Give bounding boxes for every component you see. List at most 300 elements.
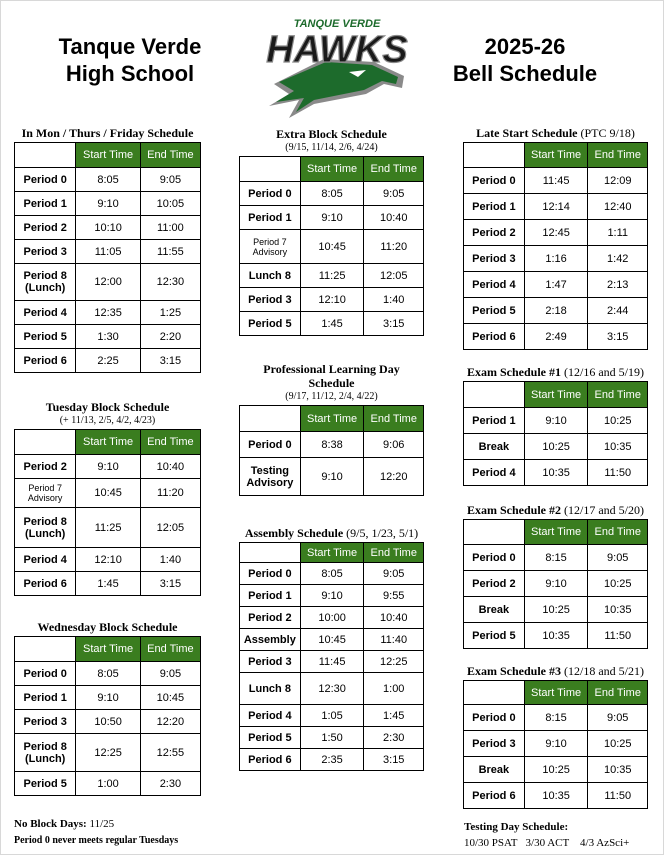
table-row [464,731,648,757]
row-label: Period 3 [240,651,301,673]
start-time-cell: 9:10 [76,192,140,216]
end-time-cell: 2:30 [140,772,200,796]
table-row [240,312,424,336]
end-time-cell: 10:25 [588,571,648,597]
start-time-header: Start Time [76,143,140,168]
table-row [464,324,648,350]
start-time-cell: 11:45 [524,168,588,194]
end-time-cell: 10:40 [364,607,424,629]
row-label: Period 0 [464,705,525,731]
row-label: Period 4 [15,301,76,325]
table-row [240,651,424,673]
period-0-note-text: Period 0 never meets regular Tuesdays [14,835,179,846]
end-time-cell: 11:55 [140,240,200,264]
start-time-cell: 8:05 [76,662,140,686]
start-time-cell: 11:05 [76,240,140,264]
start-time-cell: 10:25 [524,597,588,623]
schedule-table [463,381,648,486]
table-row [464,460,648,486]
start-time-header: Start Time [300,157,364,182]
end-time-header: End Time [364,157,424,182]
end-time-cell: 12:05 [140,508,200,548]
end-time-header: End Time [140,637,200,662]
row-label: Period 3 [15,240,76,264]
start-time-cell: 9:10 [524,571,588,597]
start-time-cell: 10:35 [524,460,588,486]
table-header-row [464,520,648,545]
testing-day-title [464,820,568,834]
row-label: Period 6 [240,749,301,771]
row-label: Period 1 [240,206,301,230]
table-header-row [240,157,424,182]
schedule-table [14,429,201,596]
testing-day-items: 10/30 PSAT 3/30 ACT 4/3 AzSci+ [464,837,630,849]
schedule-title-main: Exam Schedule #1 [466,365,561,379]
start-time-cell: 10:45 [76,479,140,508]
schedule-subtitle: (9/17, 11/12, 2/4, 4/22) [285,391,378,402]
row-label: Period 1 [240,585,301,607]
schedule-table [239,405,424,496]
end-time-header: End Time [364,406,424,432]
schedule-assembly [239,526,424,771]
end-time-cell: 12:20 [364,458,424,496]
row-label: Period 8 (Lunch) [15,508,76,548]
end-time-header: End Time [588,382,648,408]
start-time-cell: 1:16 [524,246,588,272]
end-time-cell: 9:05 [364,182,424,206]
start-time-cell: 12:10 [76,548,140,572]
schedule-title: Professional Learning Day Schedule [263,362,400,390]
start-time-cell: 12:35 [76,301,140,325]
header-blank-cell [240,406,301,432]
row-label: Period 3 [15,710,76,734]
start-time-cell: 8:15 [524,705,588,731]
table-row [240,230,424,264]
end-time-cell: 3:15 [140,572,200,596]
schedule-title: In Mon / Thurs / Friday Schedule [21,126,194,140]
end-time-cell: 1:25 [140,301,200,325]
end-time-cell: 10:05 [140,192,200,216]
end-time-cell: 12:05 [364,264,424,288]
start-time-cell: 12:45 [524,220,588,246]
end-time-cell: 9:55 [364,585,424,607]
start-time-cell: 9:10 [524,731,588,757]
table-header-row [240,543,424,563]
start-time-header: Start Time [76,637,140,662]
schedule-table [239,542,424,771]
start-time-cell: 9:10 [76,455,140,479]
start-time-header: Start Time [524,520,588,545]
table-header-row [240,406,424,432]
end-time-cell: 11:20 [140,479,200,508]
end-time-cell: 9:05 [588,545,648,571]
header-blank-cell [464,681,525,705]
start-time-cell: 9:10 [300,585,364,607]
table-row [464,571,648,597]
table-row [15,508,201,548]
start-time-cell: 10:10 [76,216,140,240]
school-name-line2: High School [65,61,195,86]
header-blank-cell [464,520,525,545]
start-time-cell: 2:18 [524,298,588,324]
table-row [15,686,201,710]
end-time-cell: 2:20 [140,325,200,349]
schedule-title-dates: (12/16 and 5/19) [564,365,644,379]
end-time-cell: 10:35 [588,434,648,460]
row-label: Period 6 [464,324,525,350]
start-time-cell: 2:49 [524,324,588,350]
start-time-cell: 1:00 [76,772,140,796]
table-row [240,288,424,312]
row-label: Period 5 [240,727,301,749]
start-time-cell: 8:15 [524,545,588,571]
end-time-header: End Time [140,143,200,168]
end-time-cell: 11:20 [364,230,424,264]
start-time-header: Start Time [524,143,588,168]
table-row [15,572,201,596]
schedule-exam-2 [463,503,648,649]
end-time-cell: 10:35 [588,597,648,623]
end-time-cell: 3:15 [140,349,200,373]
table-row [15,325,201,349]
end-time-header: End Time [588,520,648,545]
start-time-cell: 1:45 [76,572,140,596]
row-label: Period 0 [15,168,76,192]
end-time-cell: 11:40 [364,629,424,651]
end-time-header: End Time [588,143,648,168]
schedule-late-start [463,126,648,350]
row-label: Period 8 (Lunch) [15,734,76,772]
end-time-header: End Time [364,543,424,563]
schedule-title-main: Exam Schedule #3 [466,664,561,678]
schedule-title [239,526,424,540]
start-time-header: Start Time [300,543,364,563]
schedule-title-main: Late Start Schedule [476,126,578,140]
start-time-cell: 9:10 [300,206,364,230]
start-time-cell: 11:25 [76,508,140,548]
table-row [15,240,201,264]
table-row [240,432,424,458]
end-time-cell: 2:13 [588,272,648,298]
table-row [15,455,201,479]
row-label: Period 6 [15,349,76,373]
schedule-tuesday-block [14,400,201,596]
end-time-cell: 1:11 [588,220,648,246]
table-row [240,705,424,727]
start-time-cell: 10:50 [76,710,140,734]
no-block-days-value: 11/25 [89,818,115,830]
schedule-mon-thu-fri [14,126,201,373]
schedule-professional-learning [239,362,424,496]
end-time-cell: 1:45 [364,705,424,727]
start-time-cell: 12:25 [76,734,140,772]
end-time-cell: 1:42 [588,246,648,272]
schedule-table [463,142,648,350]
schedule-title-label: Bell Schedule [452,61,598,86]
end-time-cell: 10:40 [140,455,200,479]
row-label: Break [464,597,525,623]
table-row [15,479,201,508]
no-block-days-note [14,817,114,831]
table-row [240,607,424,629]
row-label: Assembly [240,629,301,651]
end-time-cell: 1:40 [140,548,200,572]
table-row [240,673,424,705]
end-time-cell: 12:09 [588,168,648,194]
table-row [240,749,424,771]
row-label: Period 6 [15,572,76,596]
start-time-cell: 10:35 [524,783,588,809]
start-time-cell: 9:10 [524,408,588,434]
start-time-cell: 12:30 [300,673,364,705]
end-time-cell: 10:25 [588,408,648,434]
table-row [464,298,648,324]
start-time-cell: 10:45 [300,629,364,651]
no-block-days-label: No Block Days: [14,818,87,830]
table-row [240,563,424,585]
end-time-cell: 11:00 [140,216,200,240]
header-blank-cell [240,157,301,182]
schedule-table [14,636,201,796]
table-row [15,349,201,373]
table-row [464,194,648,220]
row-label: Period 1 [464,408,525,434]
table-row [240,264,424,288]
start-time-header: Start Time [76,430,140,455]
row-label: Period 0 [240,563,301,585]
end-time-cell: 12:20 [140,710,200,734]
header-blank-cell [15,430,76,455]
row-label: Period 3 [240,288,301,312]
bell-schedule-title [440,33,610,87]
table-row [464,545,648,571]
period-0-note [14,833,178,848]
schedule-title: Wednesday Block Schedule [37,620,178,634]
table-row [464,220,648,246]
table-row [15,301,201,325]
end-time-cell: 12:40 [588,194,648,220]
start-time-cell: 11:25 [300,264,364,288]
start-time-cell: 1:05 [300,705,364,727]
hawks-logo [254,14,416,118]
row-label: Period 4 [15,548,76,572]
row-label: Period 3 [464,246,525,272]
school-name [40,33,220,87]
row-label: Period 0 [464,168,525,194]
end-time-cell: 9:05 [588,705,648,731]
row-label: Lunch 8 [240,673,301,705]
table-row [240,182,424,206]
row-label: Period 2 [15,216,76,240]
start-time-cell: 8:05 [300,563,364,585]
row-label: Period 4 [464,460,525,486]
table-row [464,408,648,434]
row-label: Period 5 [240,312,301,336]
table-row [240,585,424,607]
start-time-cell: 1:45 [300,312,364,336]
row-label: Period 1 [15,686,76,710]
start-time-cell: 2:25 [76,349,140,373]
row-label: Period 5 [464,298,525,324]
row-label: Period 5 [15,772,76,796]
table-row [464,434,648,460]
table-header-row [464,382,648,408]
table-row [464,168,648,194]
table-row [240,629,424,651]
schedule-subtitle: (+ 11/13, 2/5, 4/2, 4/23) [59,415,156,426]
table-row [15,168,201,192]
schedule-title [463,664,648,678]
table-row [15,710,201,734]
table-row [464,623,648,649]
schedule-exam-1 [463,365,648,486]
school-name-line1: Tanque Verde [58,34,202,59]
table-row [464,246,648,272]
start-time-cell: 10:25 [524,434,588,460]
end-time-cell: 1:40 [364,288,424,312]
row-label: Break [464,434,525,460]
row-label: Break [464,757,525,783]
schedule-title-dates: (PTC 9/18) [580,126,635,140]
schedule-title: Extra Block Schedule [276,127,387,141]
table-row [464,757,648,783]
end-time-cell: 10:35 [588,757,648,783]
row-label: Period 0 [240,182,301,206]
row-label: Period 6 [464,783,525,809]
table-row [15,192,201,216]
schedule-table [463,680,648,809]
header-blank-cell [15,143,76,168]
start-time-header: Start Time [300,406,364,432]
end-time-cell: 12:25 [364,651,424,673]
table-row [464,597,648,623]
schedule-title [463,126,648,140]
end-time-cell: 3:15 [364,749,424,771]
table-row [464,705,648,731]
table-header-row [464,681,648,705]
start-time-cell: 12:10 [300,288,364,312]
table-row [464,783,648,809]
row-label: Period 1 [464,194,525,220]
table-row [15,548,201,572]
row-label: Period 2 [240,607,301,629]
end-time-cell: 11:50 [588,783,648,809]
logo-top-text: TANQUE VERDE [293,18,381,30]
table-row [464,272,648,298]
header-blank-cell [464,143,525,168]
end-time-cell: 9:06 [364,432,424,458]
year-label: 2025-26 [484,34,566,59]
schedule-subtitle: (9/15, 11/14, 2/6, 4/24) [285,142,378,153]
row-label: Period 2 [464,220,525,246]
end-time-cell: 10:45 [140,686,200,710]
start-time-cell: 12:14 [524,194,588,220]
table-header-row [15,637,201,662]
row-label: Period 7 Advisory [15,479,76,508]
row-label: Period 4 [240,705,301,727]
end-time-cell: 9:05 [140,662,200,686]
schedule-title [463,503,648,517]
end-time-cell: 11:50 [588,623,648,649]
row-label: Period 8 (Lunch) [15,264,76,301]
table-row [240,206,424,230]
start-time-header: Start Time [524,382,588,408]
schedule-table [239,156,424,336]
row-label: Period 1 [15,192,76,216]
row-label: Period 0 [15,662,76,686]
row-label: Period 5 [464,623,525,649]
end-time-cell: 10:40 [364,206,424,230]
end-time-cell: 2:30 [364,727,424,749]
table-header-row [464,143,648,168]
table-row [15,772,201,796]
schedule-exam-3 [463,664,648,809]
row-label: Period 0 [464,545,525,571]
start-time-cell: 1:30 [76,325,140,349]
start-time-cell: 8:38 [300,432,364,458]
end-time-cell: 9:05 [364,563,424,585]
end-time-cell: 11:50 [588,460,648,486]
header-blank-cell [240,543,301,563]
schedule-title: Tuesday Block Schedule [45,400,170,414]
start-time-cell: 10:25 [524,757,588,783]
row-label: Period 2 [464,571,525,597]
end-time-cell: 9:05 [140,168,200,192]
schedule-title-dates: (9/5, 1/23, 5/1) [346,526,419,540]
end-time-cell: 3:15 [364,312,424,336]
schedule-wednesday-block [14,620,201,796]
start-time-cell: 10:45 [300,230,364,264]
end-time-cell: 12:30 [140,264,200,301]
start-time-cell: 10:35 [524,623,588,649]
start-time-cell: 10:00 [300,607,364,629]
table-header-row [15,143,201,168]
table-row [15,734,201,772]
schedule-title-dates: (12/17 and 5/20) [564,503,644,517]
row-label: Period 4 [464,272,525,298]
end-time-header: End Time [588,681,648,705]
start-time-cell: 11:45 [300,651,364,673]
end-time-cell: 10:25 [588,731,648,757]
end-time-header: End Time [140,430,200,455]
end-time-cell: 2:44 [588,298,648,324]
start-time-cell: 2:35 [300,749,364,771]
table-row [15,264,201,301]
table-row [240,727,424,749]
schedule-title-main: Assembly Schedule [244,526,344,540]
schedule-title-dates: (12/18 and 5/21) [564,664,644,678]
start-time-header: Start Time [524,681,588,705]
schedule-table [463,519,648,649]
table-row [240,458,424,496]
start-time-cell: 8:05 [76,168,140,192]
schedule-extra-block [239,127,424,336]
row-label: Period 7 Advisory [240,230,301,264]
row-label: Testing Advisory [240,458,301,496]
row-label: Period 2 [15,455,76,479]
start-time-cell: 8:05 [300,182,364,206]
schedule-table [14,142,201,373]
end-time-cell: 12:55 [140,734,200,772]
table-header-row [15,430,201,455]
end-time-cell: 3:15 [588,324,648,350]
table-row [15,662,201,686]
start-time-cell: 1:50 [300,727,364,749]
row-label: Period 3 [464,731,525,757]
row-label: Period 5 [15,325,76,349]
end-time-cell: 1:00 [364,673,424,705]
testing-day-title-text: Testing Day Schedule: [464,821,569,833]
